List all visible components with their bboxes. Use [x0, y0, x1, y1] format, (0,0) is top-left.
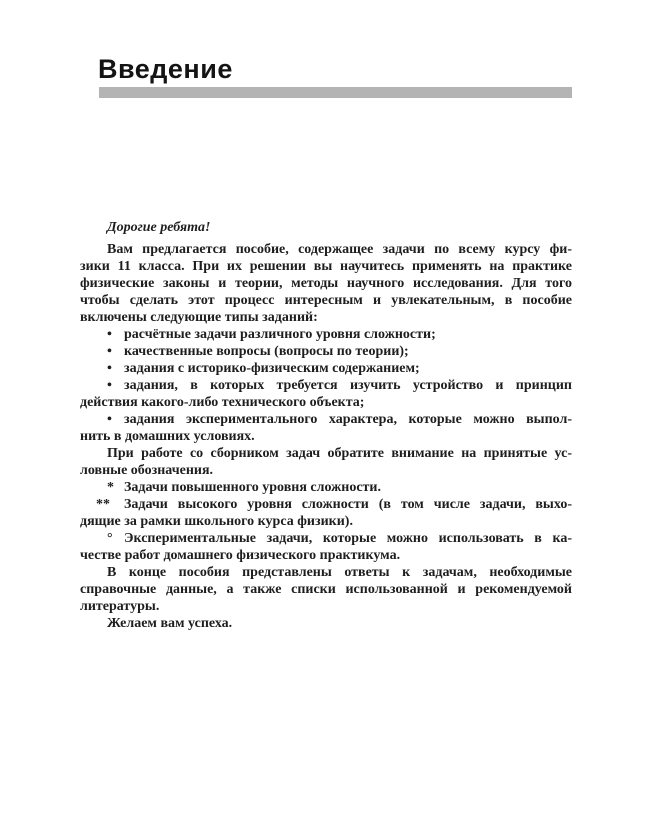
text-line: В конце пособия представлены ответы к задачам, необходимые [80, 564, 572, 581]
first-line-indent [80, 626, 107, 627]
page-title: Введение [98, 54, 233, 84]
text-line: При работе со сборником задач обратите внимание на принятые ус- [80, 445, 572, 462]
text-line: Желаем вам успеха. [80, 615, 572, 632]
text-line: физические законы и теории, методы научного исследования. Для того [80, 276, 572, 291]
text-line: нить в домашних условиях. [80, 429, 255, 444]
first-line-indent [80, 337, 107, 338]
first-line-indent [80, 252, 107, 253]
first-line-indent [80, 456, 107, 457]
first-line-indent [80, 230, 107, 231]
first-line-indent [80, 575, 107, 576]
text-line: Дорогие ребята! [80, 219, 572, 236]
bullet-marker: • [107, 361, 112, 376]
text-line: * Задачи повышенного уровня сложности. [80, 479, 572, 496]
text-line: дящие за рамки школьного курса физики). [80, 514, 353, 529]
first-line-indent [80, 354, 107, 355]
text-line: литературы. [80, 599, 160, 614]
first-line-indent [80, 541, 107, 542]
text-line: • задания с историко-физическим содержанием; [80, 360, 572, 377]
bullet-marker: • [107, 412, 112, 427]
text-line: ** Задачи высокого уровня сложности (в том числе задачи, выхо- [80, 496, 572, 513]
first-line-indent [80, 388, 107, 389]
text-line: ° Экспериментальные задачи, которые можно использовать в ка- [80, 530, 572, 547]
bullet-marker: • [107, 344, 112, 359]
text-line: Вам предлагается пособие, содержащее задачи по всему курсу фи- [80, 241, 572, 258]
text-line: справочные данные, а также списки использованной и рекомендуемой [80, 582, 572, 597]
text-line: честве работ домашнего физического практикума. [80, 548, 401, 563]
text-line: зики 11 класса. При их решении вы научитесь применять на практике [80, 259, 572, 274]
introduction-text [80, 219, 572, 632]
first-line-indent [80, 422, 107, 423]
first-line-indent [80, 371, 107, 372]
asterisk-marker: * [107, 480, 114, 495]
text-line: включены следующие типы заданий: [80, 310, 318, 325]
first-line-indent [80, 490, 107, 491]
double-asterisk-marker: ** [96, 497, 110, 512]
text-line: • качественные вопросы (вопросы по теории); [80, 343, 572, 360]
text-line: ловные обозначения. [80, 463, 214, 478]
bullet-marker: • [107, 327, 112, 342]
text-line: • задания экспериментального характера, которые можно выпол- [80, 411, 572, 428]
bullet-marker: • [107, 378, 112, 393]
text-line: • расчётные задачи различного уровня сложности; [80, 326, 572, 343]
first-line-indent [80, 507, 96, 508]
text-line: • задания, в которых требуется изучить устройство и принцип [80, 377, 572, 394]
text-line: действия какого-либо технического объекта; [80, 395, 365, 410]
text-line: чтобы сделать этот процесс интересным и увлекательным, в пособие [80, 293, 572, 308]
title-underline-bar [99, 87, 572, 98]
degree-marker: ° [107, 531, 113, 546]
